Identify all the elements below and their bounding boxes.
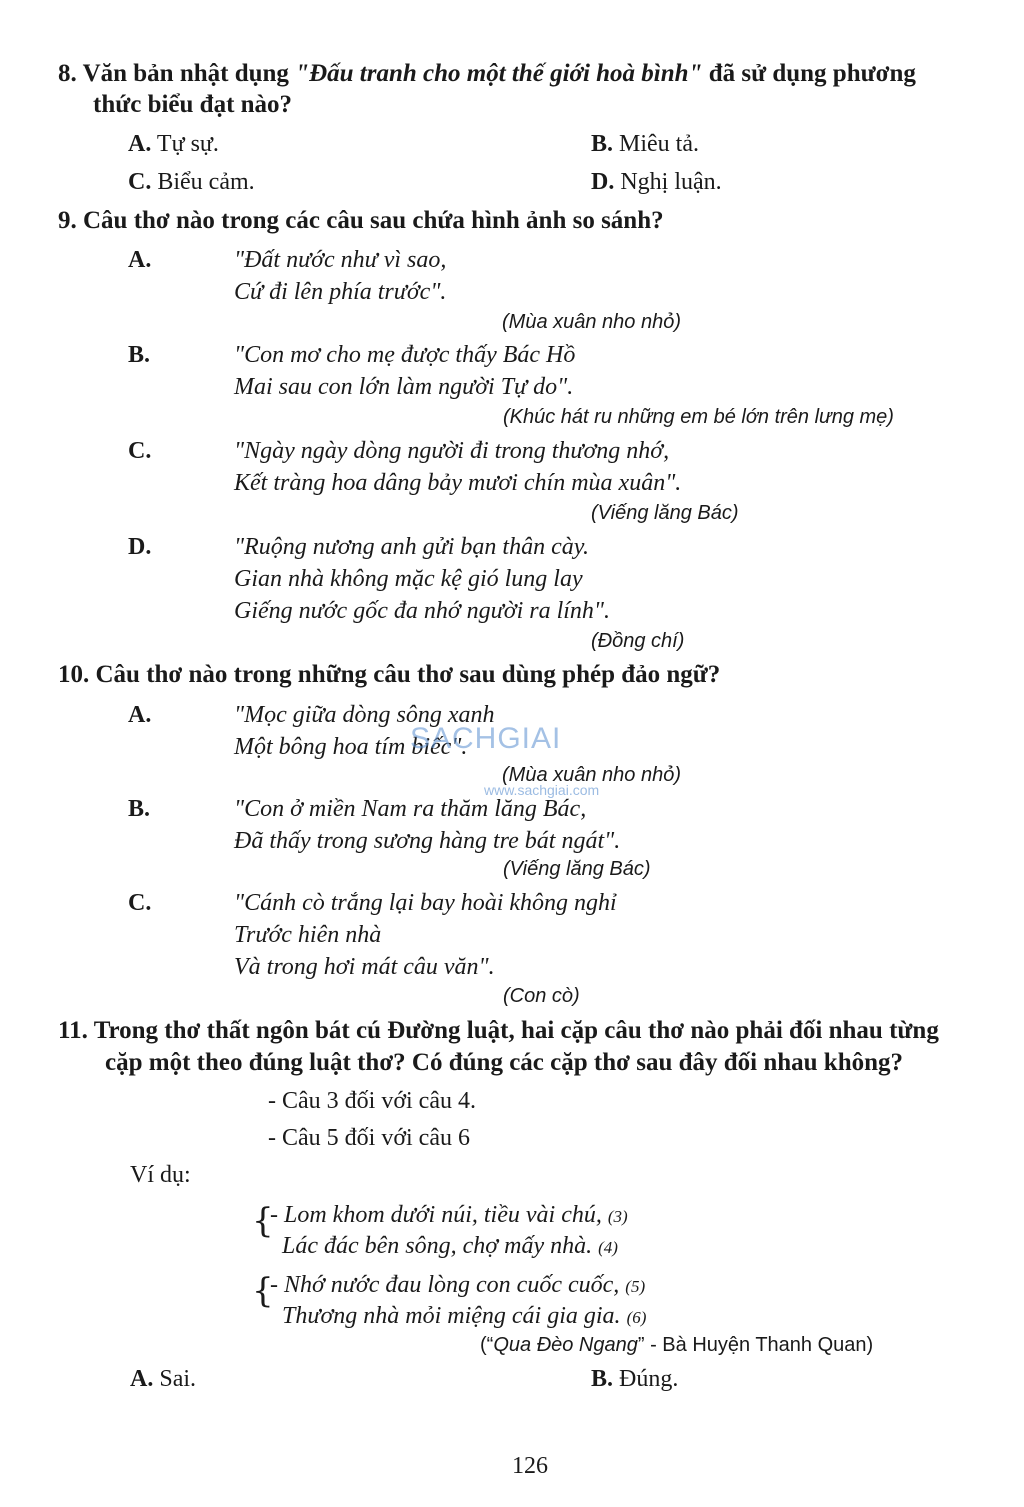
- page-number: 126: [512, 1453, 548, 1479]
- q10-option-c-letter: C.: [128, 890, 152, 916]
- q10-question: [58, 661, 720, 689]
- q11-source: (“Qua Đèo Ngang” - Bà Huyện Thanh Quan): [480, 1334, 874, 1356]
- q9-option-b-line2: Mai sau con lớn làm người Tự do".: [234, 374, 574, 400]
- q9-option-a-line1: "Đất nước như vì sao,: [234, 247, 447, 273]
- watermark-logo: SACHGIAI: [410, 722, 562, 755]
- q8-line2: thức biểu đạt nào?: [93, 91, 293, 118]
- q11-pair-2: - Câu 5 đối với câu 6: [268, 1125, 470, 1151]
- q9-option-d-line1: "Ruộng nương anh gửi bạn thân cày.: [234, 534, 590, 560]
- q8-line1: [58, 60, 916, 88]
- q10-option-c-line3: Và trong hơi mát câu văn".: [234, 954, 495, 980]
- q11-pair-1: - Câu 3 đối với câu 4.: [268, 1088, 476, 1114]
- q11-text-line1: Trong thơ thất ngôn bát cú Đường luật, hai cặp câu thơ nào phải đối nhau từng: [93, 1017, 939, 1044]
- q9-option-d-letter: D.: [128, 534, 152, 560]
- q9-option-d-line3: Giếng nước gốc đa nhớ người ra lính".: [234, 598, 610, 624]
- q10-option-a-line1: "Mọc giữa dòng sông xanh: [234, 702, 495, 728]
- q10-option-a-source: (Mùa xuân nho nhỏ): [502, 764, 682, 786]
- q11-option-b: B. Đúng.: [591, 1366, 679, 1392]
- q9-option-d-line2: Gian nhà không mặc kệ gió lung lay: [234, 566, 583, 592]
- brace-1: {: [252, 1201, 274, 1241]
- q10-option-b-source: (Viếng lăng Bác): [503, 858, 651, 880]
- q8-text-pre: Văn bản nhật dụng: [82, 60, 296, 87]
- q10-option-a-line2: Một bông hoa tím biếc".: [234, 734, 468, 760]
- q8-option-b: B. Miêu tả.: [591, 131, 699, 157]
- q10-option-b-line2: Đã thấy trong sương hàng tre bát ngát".: [234, 828, 621, 854]
- q9-question: [58, 207, 664, 235]
- q10-option-b-line1: "Con ở miền Nam ra thăm lăng Bác,: [234, 796, 587, 822]
- q10-number: 10.: [58, 661, 90, 688]
- q10-option-c-line2: Trước hiên nhà: [234, 922, 382, 948]
- q9-option-a-source: (Mùa xuân nho nhỏ): [502, 311, 682, 333]
- q8-option-d: D. Nghị luận.: [591, 169, 722, 195]
- q9-option-c-source: (Viếng lăng Bác): [591, 502, 739, 524]
- watermark-url: www.sachgiai.com: [484, 782, 600, 798]
- q11-example-2-line1: - Nhớ nước đau lòng con cuốc cuốc, (5): [270, 1272, 646, 1298]
- q8-text-post: đã sử dụng phương: [702, 60, 916, 87]
- q10-option-a-letter: A.: [128, 702, 152, 728]
- q8-option-c: C. Biểu cảm.: [128, 169, 255, 195]
- q9-option-a-line2: Cứ đi lên phía trước".: [234, 279, 447, 305]
- q9-text: Câu thơ nào trong các câu sau chứa hình ảnh so sánh?: [83, 207, 664, 234]
- q8-option-a: A. Tự sự.: [128, 131, 219, 157]
- q10-text: Câu thơ nào trong những câu thơ sau dùng phép đảo ngữ?: [95, 661, 721, 688]
- q11-line1: [58, 1017, 939, 1045]
- q9-option-b-letter: B.: [128, 342, 151, 368]
- q9-number: 9.: [58, 207, 77, 234]
- q11-example-1-line1: - Lom khom dưới núi, tiều vài chú, (3): [270, 1202, 628, 1228]
- q9-option-b-line1: "Con mơ cho mẹ được thấy Bác Hồ: [234, 342, 576, 368]
- q9-option-c-line1: "Ngày ngày dòng người đi trong thương nhớ,: [234, 438, 670, 464]
- q9-option-a-letter: A.: [128, 247, 152, 273]
- q8-text-title: "Đấu tranh cho một thế giới hoà bình": [295, 60, 703, 87]
- q8-number: 8.: [58, 60, 77, 87]
- q9-option-c-line2: Kết tràng hoa dâng bảy mươi chín mùa xuân".: [234, 470, 682, 496]
- q11-example-1-line2: Lác đác bên sông, chợ mấy nhà. (4): [282, 1233, 618, 1259]
- q11-line2: cặp một theo đúng luật thơ? Có đúng các cặp thơ sau đây đối nhau không?: [105, 1049, 904, 1076]
- q9-option-b-source: (Khúc hát ru những em bé lớn trên lưng mẹ): [503, 406, 894, 428]
- q11-example-2-line2: Thương nhà mỏi miệng cái gia gia. (6): [282, 1303, 647, 1329]
- q10-option-c-source: (Con cò): [503, 985, 580, 1007]
- q11-example-label: Ví dụ:: [130, 1162, 191, 1188]
- q11-number: 11.: [58, 1017, 88, 1044]
- q11-option-a: A. Sai.: [130, 1366, 197, 1392]
- q9-option-d-source: (Đồng chí): [591, 630, 685, 652]
- q10-option-b-letter: B.: [128, 796, 151, 822]
- q10-option-c-line1: "Cánh cò trắng lại bay hoài không nghỉ: [234, 890, 617, 916]
- q9-option-c-letter: C.: [128, 438, 152, 464]
- brace-2: {: [252, 1271, 274, 1311]
